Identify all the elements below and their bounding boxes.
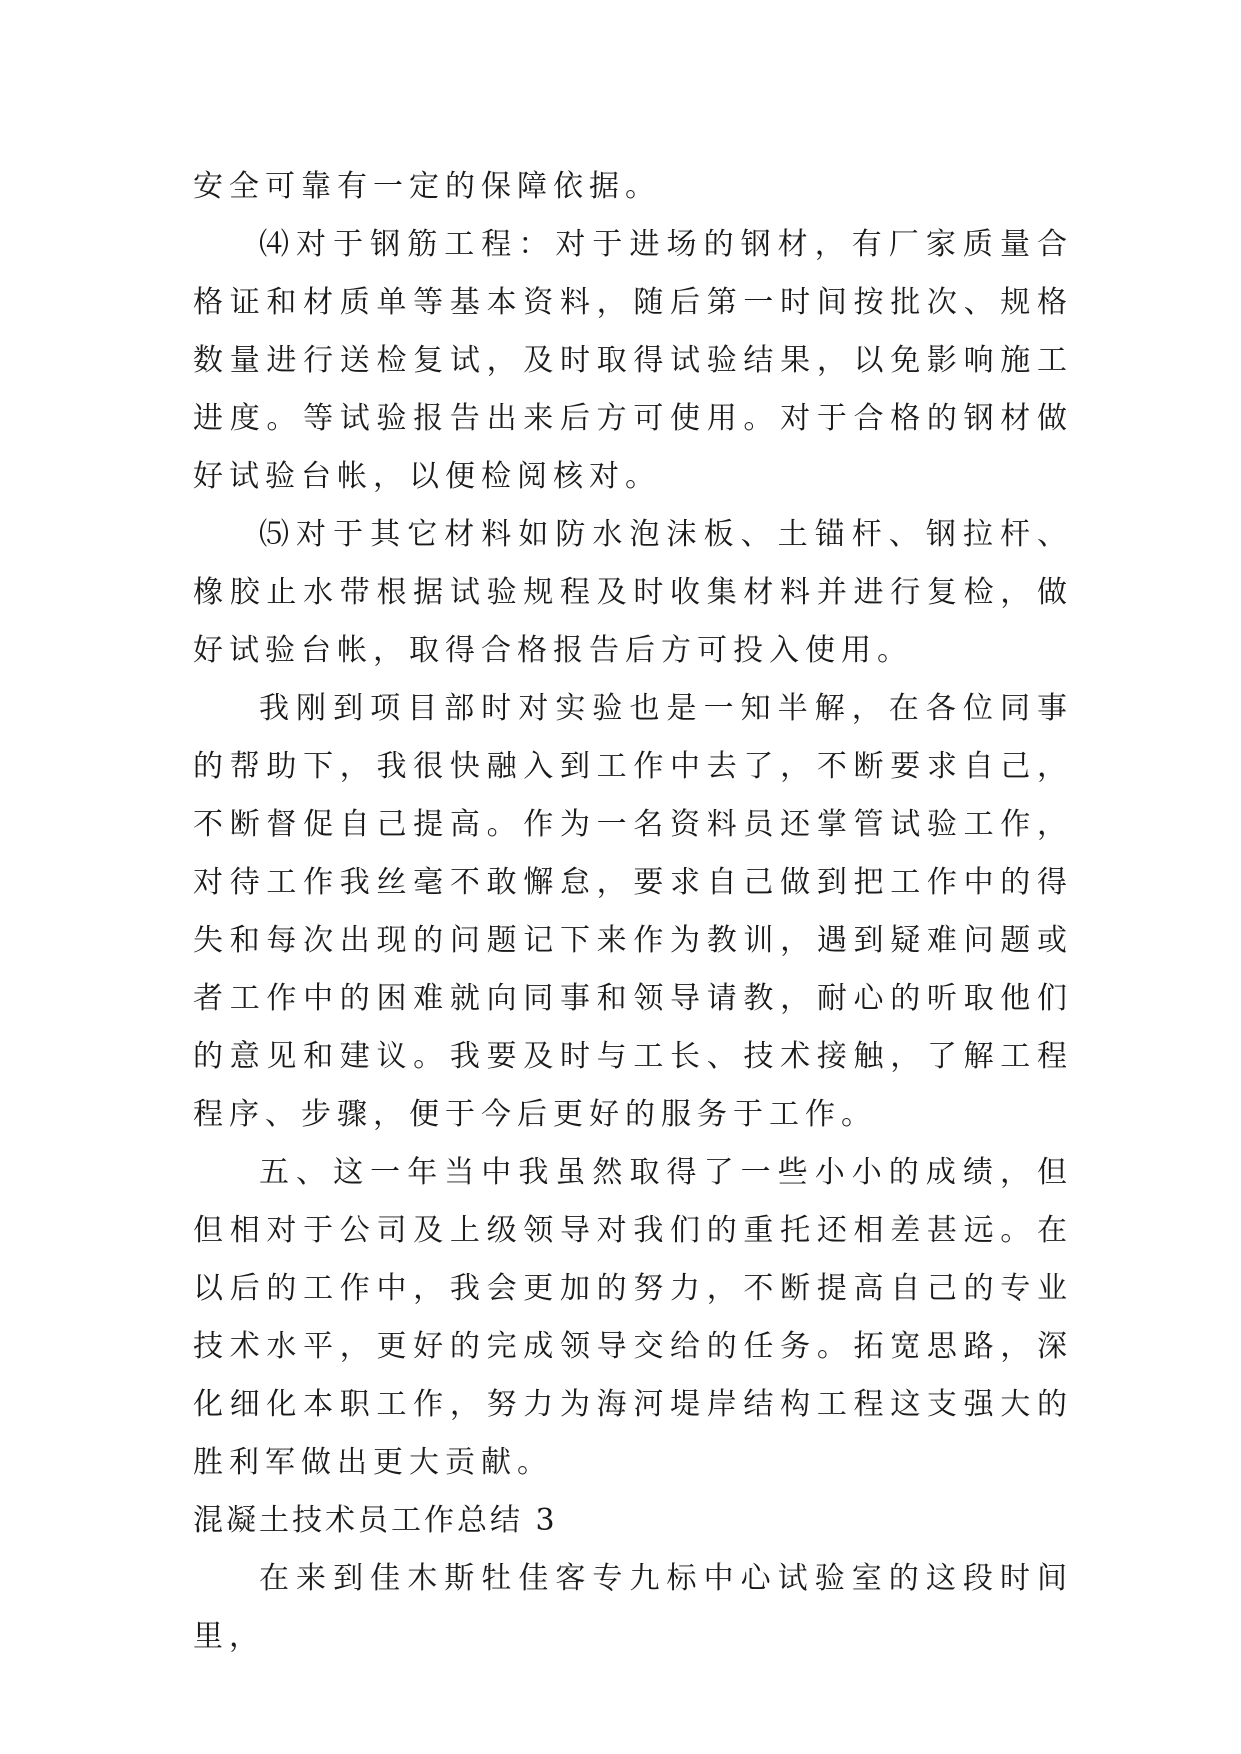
document-body bbox=[193, 158, 1073, 1666]
section-title: 混凝土技术员工作总结 3 bbox=[193, 1503, 558, 1538]
paragraph-continuation: 安全可靠有一定的保障依据。 bbox=[193, 169, 661, 204]
paragraph-rebar-engineering: ⑷对于钢筋工程：对于进场的钢材，有厂家质量合格证和材质单等基本资料，随后第一时间按批次、规格数量进行送检复试，及时取得试验结果，以免影响施工进度。等试验报告出来后方可使用。对于合格的钢材做好试验台帐，以便检阅核对。 bbox=[193, 227, 1073, 494]
paragraph-final: 在来到佳木斯牡佳客专九标中心试验室的这段时间里， bbox=[193, 1561, 1073, 1654]
paragraph-section-five: 五、这一年当中我虽然取得了一些小小的成绩，但但相对于公司及上级领导对我们的重托还相差甚远。在以后的工作中，我会更加的努力，不断提高自己的专业技术水平，更好的完成领导交给的任务。拓宽思路，深化细化本职工作，努力为海河堤岸结构工程这支强大的胜利军做出更大贡献。 bbox=[193, 1155, 1073, 1480]
paragraph-personal-growth: 我刚到项目部时对实验也是一知半解，在各位同事的帮助下，我很快融入到工作中去了，不断要求自己，不断督促自己提高。作为一名资料员还掌管试验工作，对待工作我丝毫不敢懈怠，要求自己做到把工作中的得失和每次出现的问题记下来作为教训，遇到疑难问题或者工作中的困难就向同事和领导请教，耐心的听取他们的意见和建议。我要及时与工长、技术接触，了解工程程序、步骤，便于今后更好的服务于工作。 bbox=[193, 691, 1073, 1132]
paragraph-other-materials: ⑸对于其它材料如防水泡沫板、土锚杆、钢拉杆、橡胶止水带根据试验规程及时收集材料并进行复检，做好试验台帐，取得合格报告后方可投入使用。 bbox=[193, 517, 1073, 668]
